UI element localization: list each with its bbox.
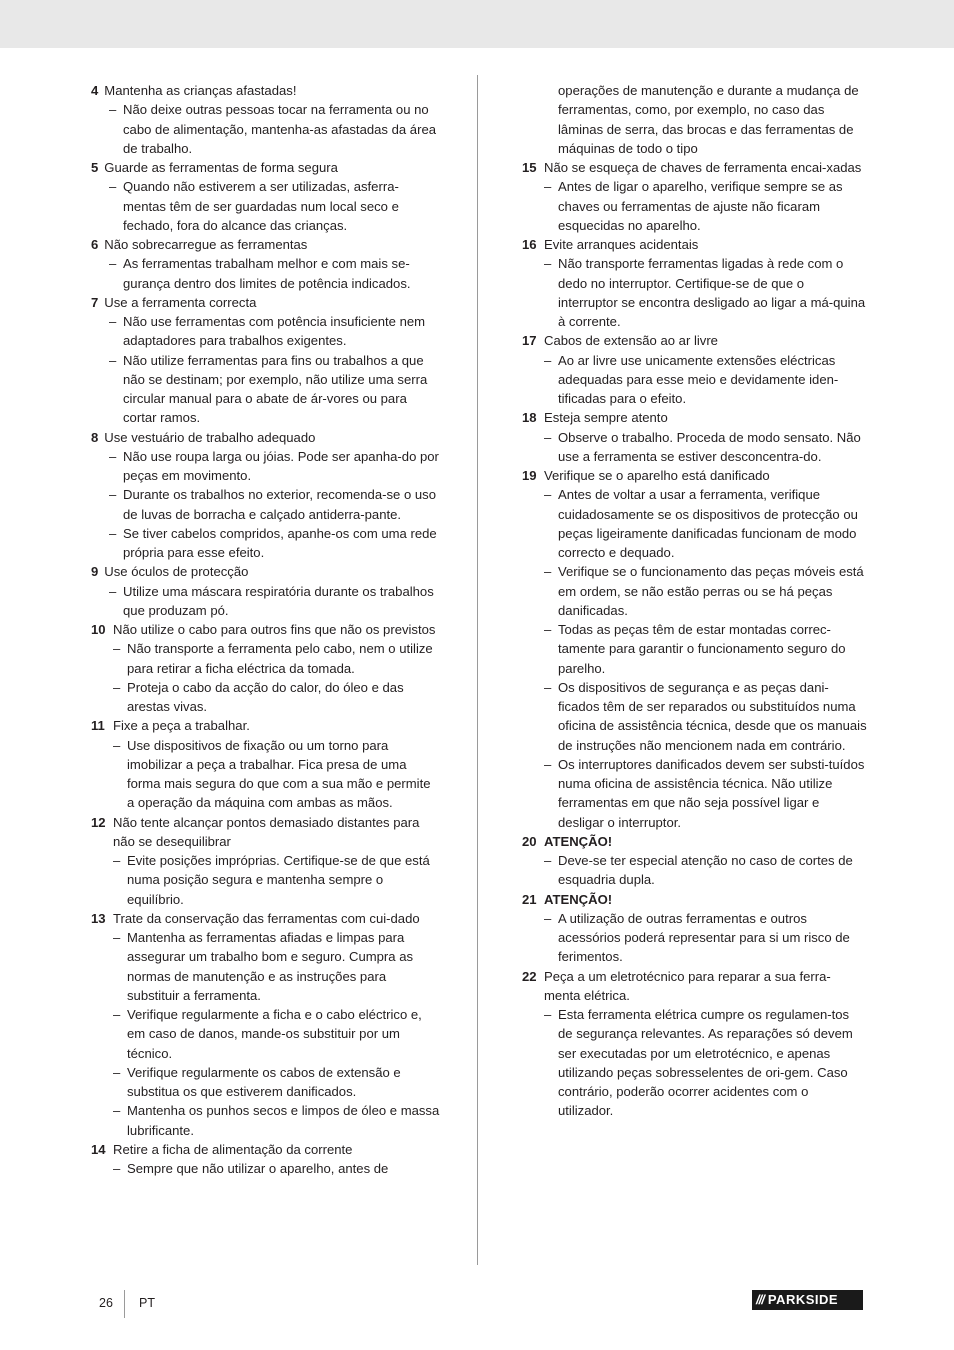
instruction-item bbox=[522, 967, 867, 1121]
bullet-point bbox=[91, 736, 441, 813]
dash-icon: – bbox=[113, 1103, 121, 1119]
instruction-item bbox=[91, 428, 441, 563]
dash-icon: – bbox=[544, 910, 552, 926]
item-number: 9 bbox=[91, 564, 99, 580]
dash-icon: – bbox=[113, 1007, 121, 1022]
bullet-text: Todas as peças têm de estar montadas correc-tamente para garantir o funcionamento seguro do parelho. bbox=[558, 622, 846, 676]
bullet-point bbox=[91, 1005, 441, 1063]
dash-icon: – bbox=[544, 352, 552, 368]
bullet-text: A utilização de outras ferramentas e outros acessórios poderá representar para si um risco de ferimentos. bbox=[558, 910, 850, 965]
bullet-point bbox=[522, 254, 867, 331]
item-heading bbox=[522, 158, 867, 177]
instruction-item bbox=[91, 909, 441, 1140]
logo-stripes-icon: /// bbox=[756, 1292, 764, 1307]
item-heading bbox=[91, 716, 441, 735]
item-title: Trate da conservação das ferramentas com cui-dado bbox=[113, 910, 420, 926]
item-number: 8 bbox=[91, 429, 99, 445]
continued-bullet: operações de manutenção e durante a mudança de ferramentas, como, por exemplo, no caso das lâminas de serra, das brocas e das ferramentas de máquinas de todo o tipo bbox=[558, 83, 859, 156]
dash-icon: – bbox=[109, 256, 117, 272]
item-heading bbox=[522, 235, 867, 254]
item-title: Peça a um eletrotécnico para reparar a sua ferra-menta elétrica. bbox=[544, 968, 831, 1003]
left-column bbox=[91, 81, 441, 1178]
dash-icon: – bbox=[544, 1007, 552, 1022]
dash-icon: – bbox=[113, 737, 121, 753]
item-number: 16 bbox=[522, 237, 537, 252]
item-heading bbox=[91, 813, 441, 852]
bullet-text: Não transporte a ferramenta pelo cabo, nem o utilize para retirar a ficha eléctrica da tomada. bbox=[127, 641, 433, 676]
item-heading bbox=[91, 909, 441, 928]
item-number: 22 bbox=[522, 968, 537, 984]
item-number: 12 bbox=[91, 814, 106, 830]
bullet-text: Não deixe outras pessoas tocar na ferramenta ou no cabo de alimentação, mantenha-as afastadas da área de trabalho. bbox=[123, 102, 437, 156]
instruction-item bbox=[91, 81, 441, 158]
instruction-item bbox=[91, 235, 441, 293]
bullet-point bbox=[522, 562, 867, 620]
item-title: Mantenha as crianças afastadas! bbox=[104, 83, 297, 98]
item-title: Não sobrecarregue as ferramentas bbox=[104, 237, 308, 252]
instruction-item bbox=[522, 832, 867, 890]
item-number: 10 bbox=[91, 622, 106, 637]
item-title: Retire a ficha de alimentação da corrente bbox=[113, 1141, 353, 1157]
dash-icon: – bbox=[109, 314, 117, 329]
bullet-text: Antes de voltar a usar a ferramenta, verifique cuidadosamente se os dispositivos de protecção ou peças ligeiramente danificadas funcionam de modo correcto e dequado. bbox=[558, 487, 858, 560]
bullet-text: Quando não estiverem a ser utilizadas, asferra-mentas têm de ser guardadas num local seco e fechado, fora do alcance das crianças. bbox=[123, 179, 399, 233]
dash-icon: – bbox=[109, 487, 117, 503]
dash-icon: – bbox=[113, 1064, 121, 1080]
item-number: 15 bbox=[522, 160, 537, 175]
dash-icon: – bbox=[544, 179, 552, 195]
bullet-point bbox=[91, 447, 441, 486]
bullet-text: Os dispositivos de segurança e as peças dani-ficados têm de ser reparados ou substituídos numa oficina de assistência técnica, desde que os manuais de instruções não mencionem nada em contrário. bbox=[558, 679, 867, 753]
instruction-item bbox=[522, 890, 867, 967]
item-heading bbox=[91, 620, 441, 639]
bullet-point bbox=[91, 928, 441, 1005]
dash-icon: – bbox=[113, 930, 121, 945]
item-title: ATENÇÃO! bbox=[544, 891, 613, 907]
bullet-text: Mantenha as ferramentas afiadas e limpas para assegurar um trabalho bom e seguro. Cumpra as normas de manutenção e as instruções para substituir a ferramenta. bbox=[127, 930, 414, 1003]
dash-icon: – bbox=[109, 525, 117, 541]
item-number: 13 bbox=[91, 910, 106, 926]
bullet-point bbox=[522, 678, 867, 755]
item-number: 7 bbox=[91, 294, 99, 310]
dash-icon: – bbox=[113, 1161, 121, 1176]
item-title: ATENÇÃO! bbox=[544, 833, 613, 849]
logo-text: PARKSIDE bbox=[767, 1292, 839, 1307]
instruction-item bbox=[91, 620, 441, 716]
bullet-point bbox=[522, 485, 867, 562]
item-number: 6 bbox=[91, 237, 99, 252]
bullet-point bbox=[522, 755, 867, 832]
dash-icon: – bbox=[109, 352, 117, 368]
item-title: Não utilize o cabo para outros fins que não os previstos bbox=[113, 622, 436, 637]
instruction-item bbox=[91, 1140, 441, 1179]
bullet-text: Não use roupa larga ou jóias. Pode ser apanha-do por peças em movimento. bbox=[123, 448, 439, 483]
instruction-item bbox=[91, 813, 441, 909]
item-title: Use óculos de protecção bbox=[104, 564, 249, 580]
page-number: 26 bbox=[99, 1296, 113, 1310]
item-number: 20 bbox=[522, 833, 537, 849]
item-number: 5 bbox=[91, 160, 99, 175]
bullet-point bbox=[522, 851, 867, 890]
dash-icon: – bbox=[544, 622, 552, 637]
instruction-item bbox=[522, 408, 867, 466]
bullet-text: Verifique regularmente a ficha e o cabo eléctrico e, em caso de danos, mande-os substituir por um técnico. bbox=[127, 1007, 422, 1061]
dash-icon: – bbox=[544, 487, 552, 503]
item-heading bbox=[522, 408, 867, 427]
item-heading bbox=[522, 331, 867, 350]
bullet-point bbox=[91, 177, 441, 235]
dash-icon: – bbox=[109, 102, 117, 118]
header-bar bbox=[0, 0, 954, 48]
dash-icon: – bbox=[113, 679, 121, 695]
bullet-text: Verifique se o funcionamento das peças móveis está em ordem, se não estão perras ou se há peças danificadas. bbox=[558, 564, 864, 618]
item-heading bbox=[91, 1140, 441, 1159]
bullet-point bbox=[522, 428, 867, 467]
bullet-text: Use dispositivos de fixação ou um torno para imobilizar a peça a trabalhar. Fica presa de uma forma mais segura do que com a sua mão e permite a operação da máquina com ambas as mãos. bbox=[127, 737, 431, 811]
item-heading bbox=[522, 832, 867, 851]
item-heading bbox=[522, 466, 867, 485]
dash-icon: – bbox=[109, 583, 117, 599]
item-title: Evite arranques acidentais bbox=[544, 237, 699, 252]
item-title: Não se esqueça de chaves de ferramenta encai-xadas bbox=[544, 160, 862, 175]
instruction-item bbox=[522, 331, 867, 408]
bullet-text: Não transporte ferramentas ligadas à rede com o dedo no interruptor. Certifique-se de que o interruptor se encontra desligado ao ligar a má-quina à corrente. bbox=[558, 256, 866, 329]
bullet-point bbox=[522, 909, 867, 967]
bullet-text: Não utilize ferramentas para fins ou trabalhos a que não se destinam; por exemplo, não utilize uma serra circular manual para o abate de ár-vores ou para cortar ramos. bbox=[123, 352, 428, 426]
bullet-text: Os interruptores danificados devem ser substi-tuídos numa oficina de assistência técnica. Não utilize ferramentas em que não seja possível ligar e desligar o interruptor. bbox=[558, 756, 865, 830]
bullet-point bbox=[91, 524, 441, 563]
item-heading bbox=[522, 890, 867, 909]
dash-icon: – bbox=[544, 256, 552, 272]
bullet-point bbox=[91, 312, 441, 351]
bullet-point bbox=[522, 351, 867, 409]
bullet-point bbox=[91, 1159, 441, 1178]
bullet-text: As ferramentas trabalham melhor e com mais se-gurança dentro dos limites de potência indicados. bbox=[123, 256, 411, 291]
bullet-text: Observe o trabalho. Proceda de modo sensato. Não use a ferramenta se estiver desconcentra-do. bbox=[558, 429, 861, 464]
bullet-text: Se tiver cabelos compridos, apanhe-os com uma rede própria para esse efeito. bbox=[123, 525, 437, 560]
bullet-point bbox=[91, 582, 441, 621]
dash-icon: – bbox=[544, 564, 552, 580]
bullet-point bbox=[91, 100, 441, 158]
language-code: PT bbox=[139, 1296, 155, 1310]
instruction-item bbox=[91, 562, 441, 620]
column-divider bbox=[477, 75, 478, 1265]
item-heading bbox=[91, 293, 441, 312]
bullet-text: Antes de ligar o aparelho, verifique sempre se as chaves ou ferramentas de ajuste não ficaram esquecidas no aparelho. bbox=[558, 179, 843, 233]
item-heading bbox=[91, 158, 441, 177]
bullet-point bbox=[91, 678, 441, 717]
bullet-point bbox=[91, 851, 441, 909]
bullet-point bbox=[522, 620, 867, 678]
dash-icon: – bbox=[544, 853, 552, 868]
item-heading bbox=[91, 428, 441, 447]
bullet-text: Ao ar livre use unicamente extensões eléctricas adequadas para esse meio e devidamente iden-tificadas para o efeito. bbox=[558, 352, 839, 406]
dash-icon: – bbox=[544, 429, 552, 445]
bullet-text: Não use ferramentas com potência insuficiente nem adaptadores para trabalhos exigentes. bbox=[123, 314, 426, 349]
instruction-item bbox=[522, 158, 867, 235]
bullet-point bbox=[91, 485, 441, 524]
bullet-text: Deve-se ter especial atenção no caso de cortes de esquadria dupla. bbox=[558, 853, 853, 888]
item-heading bbox=[522, 967, 867, 1006]
dash-icon: – bbox=[113, 641, 121, 657]
footer-separator bbox=[124, 1290, 125, 1318]
item-heading bbox=[91, 562, 441, 581]
instruction-item bbox=[91, 716, 441, 812]
dash-icon: – bbox=[109, 179, 117, 195]
bullet-point bbox=[91, 1101, 441, 1140]
item-number: 17 bbox=[522, 333, 537, 349]
item-number: 18 bbox=[522, 410, 537, 426]
bullet-point bbox=[522, 177, 867, 235]
instruction-item bbox=[91, 293, 441, 428]
instruction-item bbox=[522, 235, 867, 331]
bullet-text: Esta ferramenta elétrica cumpre os regulamen-tos de segurança relevantes. As reparações só devem ser executadas por um eletrotécnico, e apenas utilizando peças sobresselentes de ori-gem. Caso contrário, poderão ocorrer acidentes com o utilizador. bbox=[558, 1007, 853, 1119]
item-title: Use a ferramenta correcta bbox=[104, 294, 257, 310]
parkside-logo bbox=[752, 1290, 863, 1310]
item-title: Verifique se o aparelho está danificado bbox=[544, 468, 770, 483]
bullet-point bbox=[522, 1005, 867, 1121]
right-column bbox=[522, 81, 867, 1121]
item-title: Use vestuário de trabalho adequado bbox=[104, 429, 316, 445]
dash-icon: – bbox=[544, 679, 552, 695]
bullet-text: Utilize uma máscara respiratória durante os trabalhos que produzam pó. bbox=[123, 583, 434, 618]
dash-icon: – bbox=[109, 448, 117, 464]
bullet-text: Mantenha os punhos secos e limpos de óleo e massa lubrificante. bbox=[127, 1103, 440, 1138]
item-heading bbox=[91, 235, 441, 254]
item-title: Cabos de extensão ao ar livre bbox=[544, 333, 718, 349]
bullet-text: Verifique regularmente os cabos de extensão e substitua os que estiverem danificados. bbox=[127, 1064, 401, 1099]
item-number: 4 bbox=[91, 83, 99, 98]
item-number: 14 bbox=[91, 1141, 106, 1157]
dash-icon: – bbox=[544, 756, 552, 772]
bullet-text: Evite posições impróprias. Certifique-se de que está numa posição segura e mantenha sempre o equilíbrio. bbox=[127, 853, 430, 907]
instruction-item bbox=[91, 158, 441, 235]
item-title: Fixe a peça a trabalhar. bbox=[113, 718, 250, 734]
bullet-point bbox=[91, 639, 441, 678]
bullet-point bbox=[91, 1063, 441, 1102]
item-number: 11 bbox=[91, 718, 105, 734]
bullet-point bbox=[91, 351, 441, 428]
item-title: Esteja sempre atento bbox=[544, 410, 668, 426]
bullet-point bbox=[91, 254, 441, 293]
item-heading bbox=[91, 81, 441, 100]
bullet-text: Durante os trabalhos no exterior, recomenda-se o uso de luvas de borracha e calçado antiderra-pante. bbox=[123, 487, 436, 522]
bullet-text: Proteja o cabo da acção do calor, do óleo e das arestas vivas. bbox=[127, 679, 404, 714]
item-title: Guarde as ferramentas de forma segura bbox=[104, 160, 338, 175]
item-title: Não tente alcançar pontos demasiado distantes para não se desequilibrar bbox=[113, 814, 420, 849]
item-number: 19 bbox=[522, 468, 537, 483]
bullet-text: Sempre que não utilizar o aparelho, antes de bbox=[127, 1161, 389, 1176]
item-number: 21 bbox=[522, 891, 537, 907]
dash-icon: – bbox=[113, 853, 121, 868]
instruction-item bbox=[522, 466, 867, 832]
